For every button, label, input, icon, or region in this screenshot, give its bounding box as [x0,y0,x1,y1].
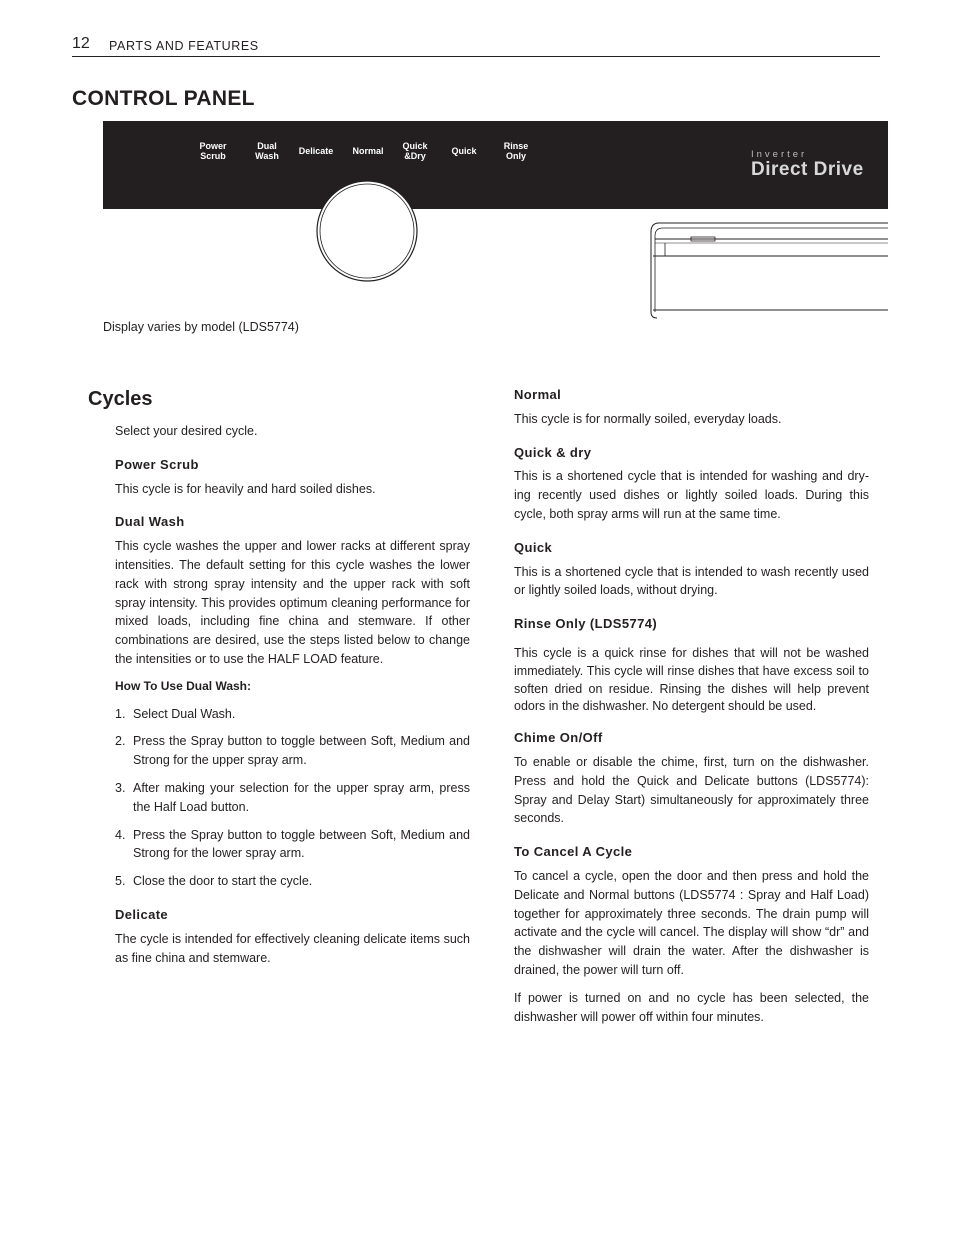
panel-button-normal: Normal [352,146,384,156]
right-column [514,386,869,1026]
dual-wash-steps [115,705,470,891]
brand-inverter: Inverter [751,149,808,160]
panel-button-power-scrub: Power Scrub [199,141,227,161]
panel-button-delicate: Delicate [298,146,334,156]
delicate-text: The cycle is intended for effectively cleaning delicate items such as fine china and stemware. [115,931,470,965]
cancel-text-2: If power is turned on and no cycle has been selected, the dishwasher will power off within four minutes. [514,990,869,1024]
quick-heading: Quick [514,539,553,555]
dual-wash-howto-heading: How To Use Dual Wash: [115,678,252,693]
quick-dry-text: This is a shortened cycle that is intended for washing and drying recently used dishes or lightly soiled loads. During this cycle, both spray arms will run at the same time. [514,469,869,521]
rinse-only-text: This cycle is a quick rinse for dishes that will not be washed immediately. This cycle will rinse dishes that have excess soil to soften dried on residue. Rinsing the dishes will help prevent odors in the dishwasher. No detergent should be used. [514,645,869,714]
quick-text: This is a shortened cycle that is intended to wash recently used or lightly soiled loads, without drying. [514,564,869,598]
power-scrub-heading: Power Scrub [115,456,199,472]
door-handle-illustration [645,220,890,320]
dual-wash-heading: Dual Wash [115,514,185,530]
brand-direct-drive: Direct Drive [751,159,864,180]
quick-dry-heading: Quick & dry [514,444,592,460]
cycles-intro: Select your desired cycle. [115,424,258,438]
left-column [115,422,470,967]
power-scrub-text: This cycle is for heavily and hard soiled dishes. [115,481,376,496]
list-item: 4. Press the Spray button to toggle between Soft, Medium and Strong for the lower spray arm. [115,827,470,861]
chime-text: To enable or disable the chime, first, turn on the dishwasher. Press and hold the Quick and Delicate buttons (LDS5774): Spray and Delay Start) simultaneously for approximately three seconds. [514,754,869,826]
section-title: PARTS AND FEATURES [109,39,259,53]
list-item: 2. Press the Spray button to toggle between Soft, Medium and Strong for the upper spray arm. [115,734,470,768]
normal-heading: Normal [514,387,562,402]
delicate-heading: Delicate [115,906,169,922]
panel-button-quick-dry: Quick &Dry [402,141,428,161]
page-header [72,34,880,57]
cancel-heading: To Cancel A Cycle [514,844,633,860]
panel-button-quick: Quick [451,146,477,156]
list-item: 3. After making your selection for the upper spray arm, press the Half Load button. [115,780,470,814]
control-panel-title: CONTROL PANEL [72,87,255,110]
panel-caption: Display varies by model (LDS5774) [103,320,299,334]
control-panel-illustration [103,121,888,209]
list-item: 5. Close the door to start the cycle. [115,874,313,889]
panel-button-dual-wash: Dual Wash [255,141,279,161]
chime-heading: Chime On/Off [514,730,603,746]
page-number: 12 [72,35,90,52]
panel-button-rinse-only: Rinse Only [503,141,529,161]
panel-dial-illustration [315,179,419,283]
normal-text: This cycle is for normally soiled, everyday loads. [514,411,782,426]
rinse-only-heading: Rinse Only (LDS5774) [514,616,658,632]
cycles-title: Cycles [88,388,153,410]
list-item: 1. Select Dual Wash. [115,706,236,721]
dual-wash-text: This cycle washes the upper and lower racks at different spray intensities. The default setting for this cycle washes the lower rack with strong spray intensity and the upper rack with soft spray intensity. This provides optimum cleaning performance for mixed loads, including fine china and stemware. If other combinations are desired, use the steps listed below to change the intensities or to use the HALF LOAD feature. [115,539,470,666]
cancel-text: To cancel a cycle, open the door and then press and hold the Delicate and Normal buttons (LDS5774 : Spray and Half Load) together for approximately three seconds. The drain pump will activate and the cycle will cancel. The display will show “dr” and the dishwasher will drain the water. After the dishwasher is drained, the power will turn off. [514,868,869,977]
